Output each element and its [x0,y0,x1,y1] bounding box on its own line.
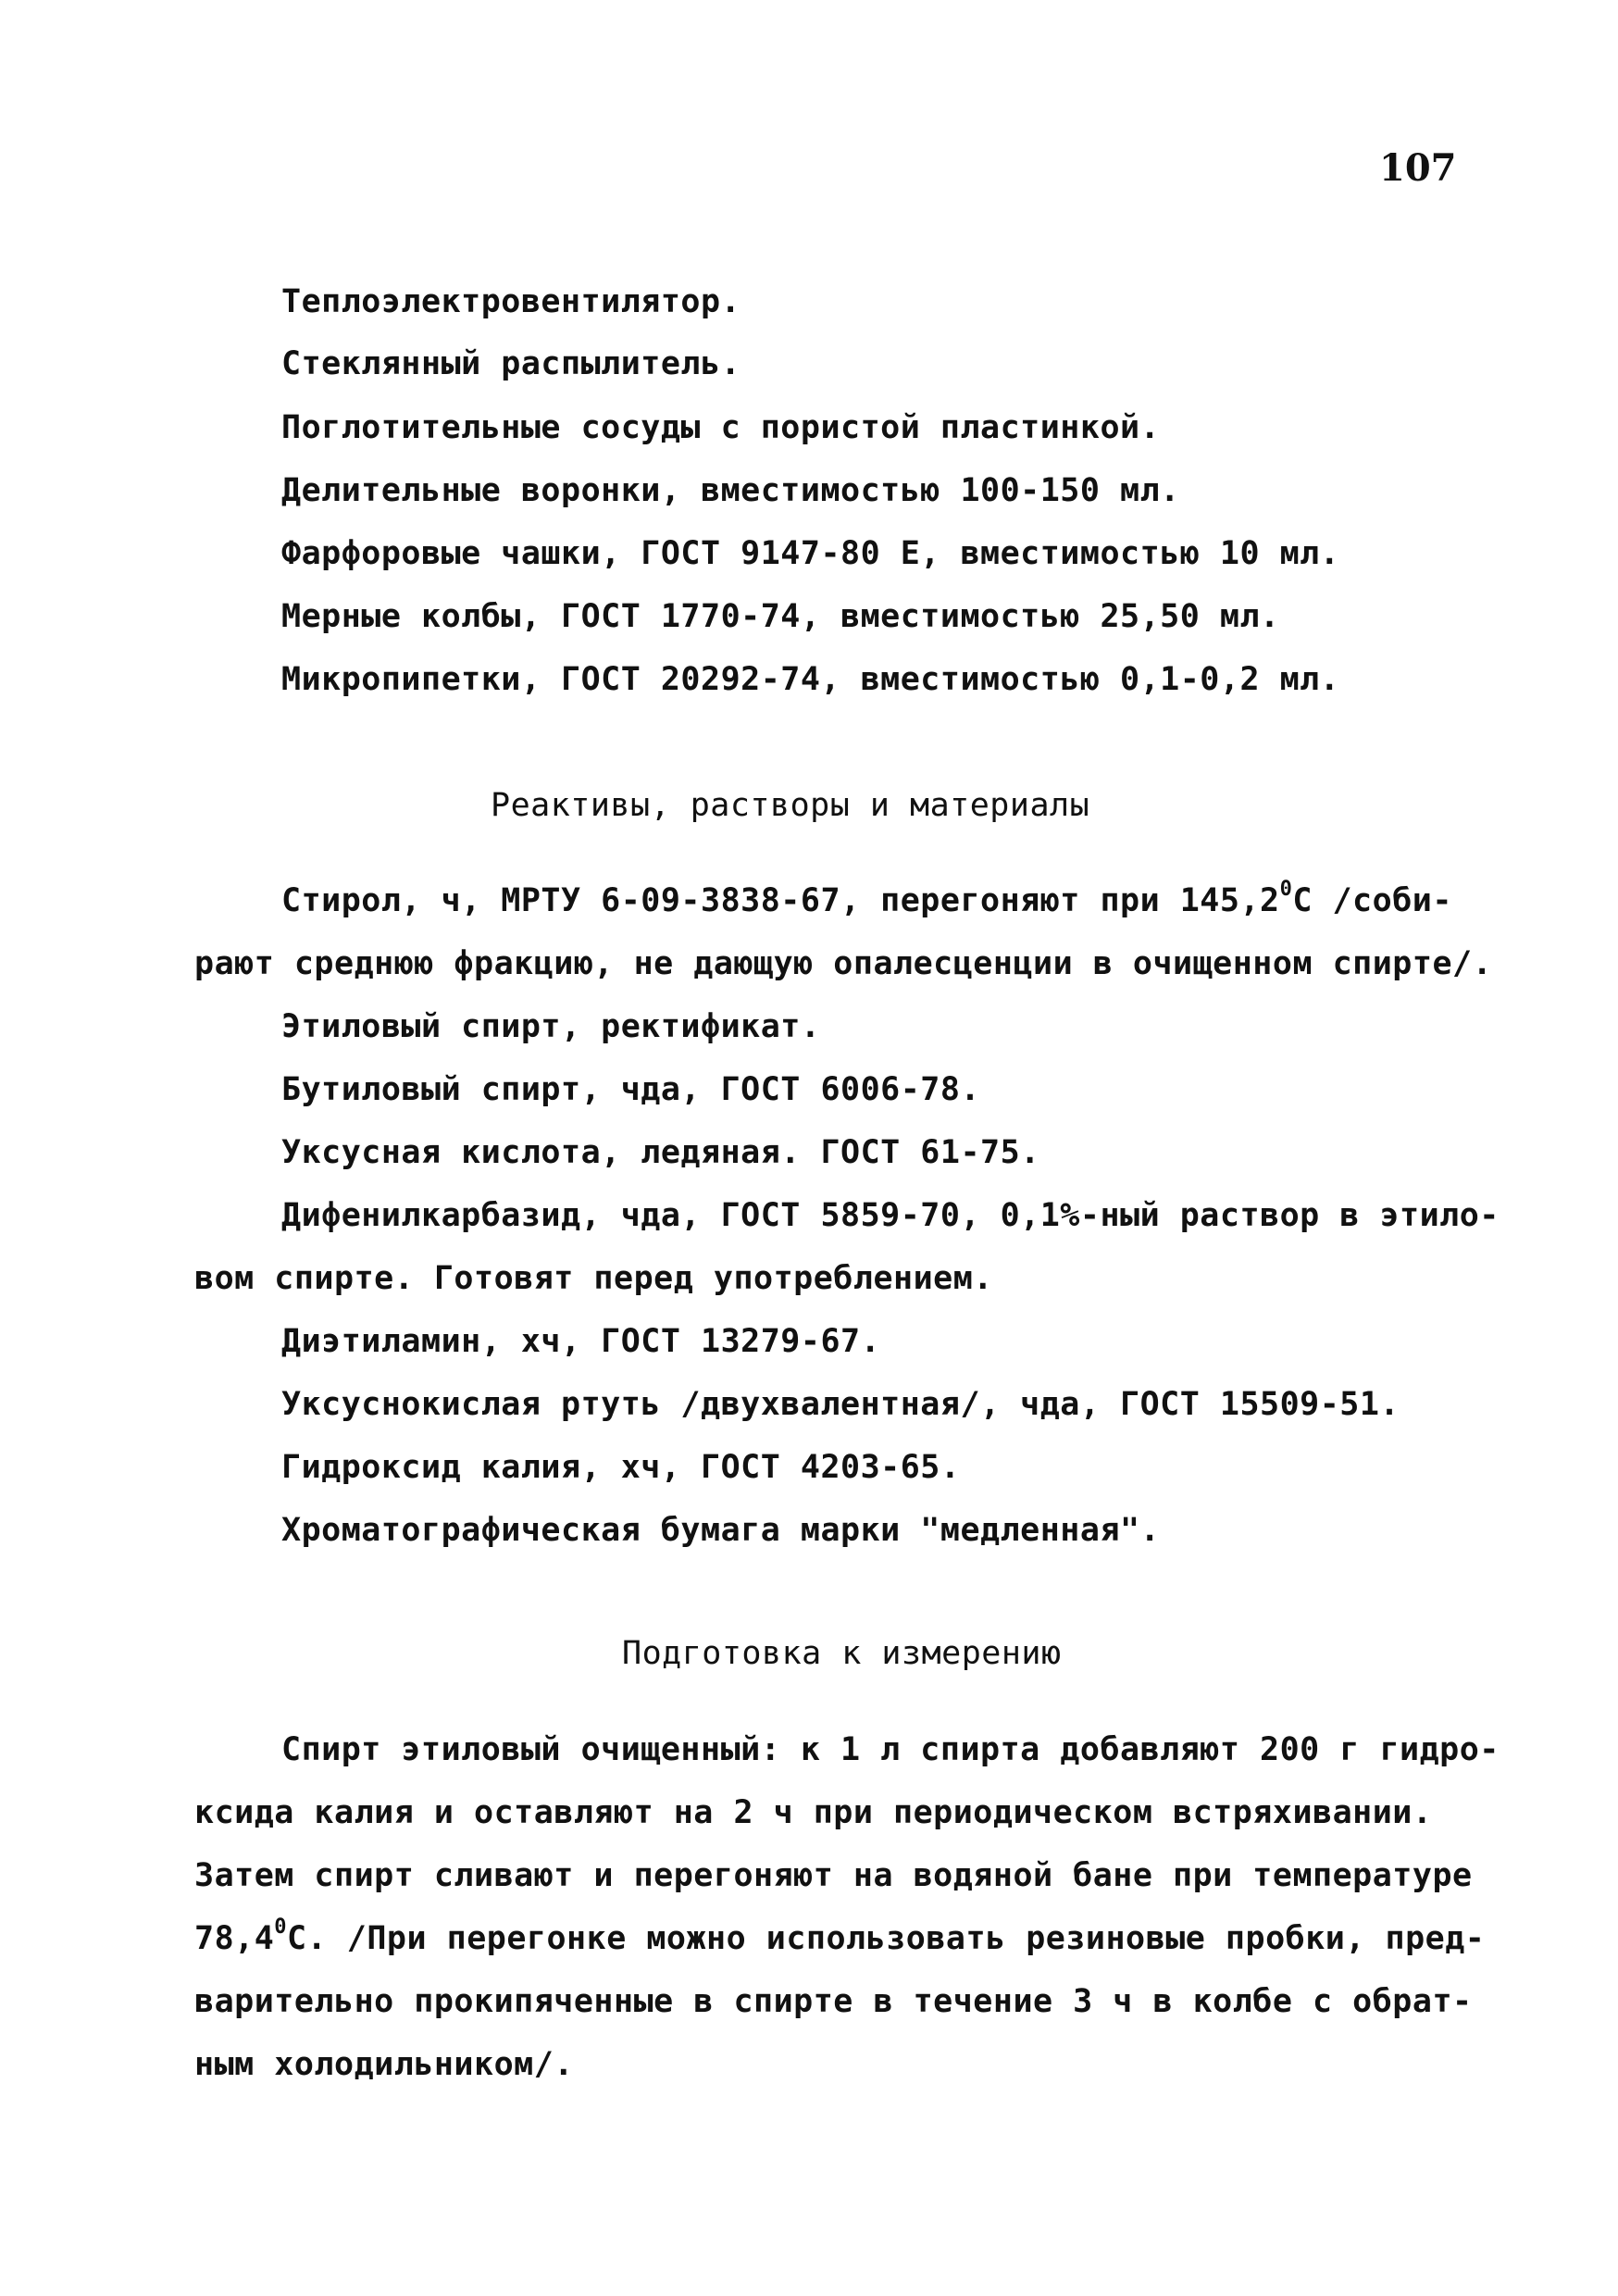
equipment-item: Теплоэлектровентилятор. [281,283,741,320]
reagent-chromatography-paper: Хроматографическая бумага марки "медленная". [281,1512,1161,1549]
reagent-styrene-text-end: С /соби- [1292,882,1452,919]
section-heading-preparation: Подготовка к измерению [622,1635,1062,1672]
preparation-line: ксида калия и оставляют на 2 ч при периодическом встряхивании. [194,1794,1433,1831]
page-number: 107 [1379,146,1457,190]
reagent-ethanol: Этиловый спирт, ректификат. [281,1008,821,1045]
preparation-line: варительно прокипяченные в спирте в течение 3 ч в колбе с обрат- [194,1983,1473,2020]
reagent-styrene [281,878,1452,919]
equipment-item: Микропипетки, ГОСТ 20292-74, вместимостью 0,1-0,2 мл. [281,661,1340,698]
reagent-potassium-hydroxide: Гидроксид калия, хч, ГОСТ 4203-65. [281,1449,961,1486]
reagent-diethylamine: Диэтиламин, хч, ГОСТ 13279-67. [281,1323,881,1360]
reagent-diphenylcarbazide: Дифенилкарбазид, чда, ГОСТ 5859-70, 0,1%-ный раствор в этило- [281,1197,1500,1234]
reagent-diphenylcarbazide-continued: вом спирте. Готовят перед употреблением. [194,1260,993,1297]
equipment-item: Мерные колбы, ГОСТ 1770-74, вместимостью 25,50 мл. [281,598,1280,635]
reagent-acetic-acid: Уксусная кислота, ледяная. ГОСТ 61-75. [281,1134,1040,1171]
preparation-line: ным холодильником/. [194,2046,574,2083]
reagent-styrene-text: Стирол, ч, МРТУ 6-09-3838-67, перегоняют при 145,2 [281,882,1280,919]
equipment-item: Фарфоровые чашки, ГОСТ 9147-80 Е, вместимостью 10 мл. [281,535,1340,572]
preparation-line-text: С. /При перегонке можно использовать резиновые пробки, пред- [287,1920,1486,1957]
degree-mark: 0 [274,1915,288,1940]
equipment-item: Делительные воронки, вместимостью 100-150 мл. [281,472,1180,509]
preparation-line: Спирт этиловый очищенный: к 1 л спирта добавляют 200 г гидро- [281,1731,1500,1768]
preparation-line [194,1915,1486,1957]
degree-mark: 0 [1279,878,1293,902]
section-heading-reagents: Реактивы, растворы и материалы [491,787,1090,824]
preparation-line: Затем спирт сливают и перегоняют на водяной бане при температуре [194,1857,1473,1894]
reagent-styrene-continued: рают среднюю фракцию, не дающую опалесценции в очищенном спирте/. [194,945,1493,982]
equipment-item: Стеклянный распылитель. [281,345,741,382]
reagent-mercury-acetate: Уксуснокислая ртуть /двухвалентная/, чда, ГОСТ 15509-51. [281,1386,1400,1423]
reagent-butanol: Бутиловый спирт, чда, ГОСТ 6006-78. [281,1071,981,1108]
equipment-item: Поглотительные сосуды с пористой пластинкой. [281,409,1161,446]
temperature-value: 78,4 [194,1920,275,1957]
